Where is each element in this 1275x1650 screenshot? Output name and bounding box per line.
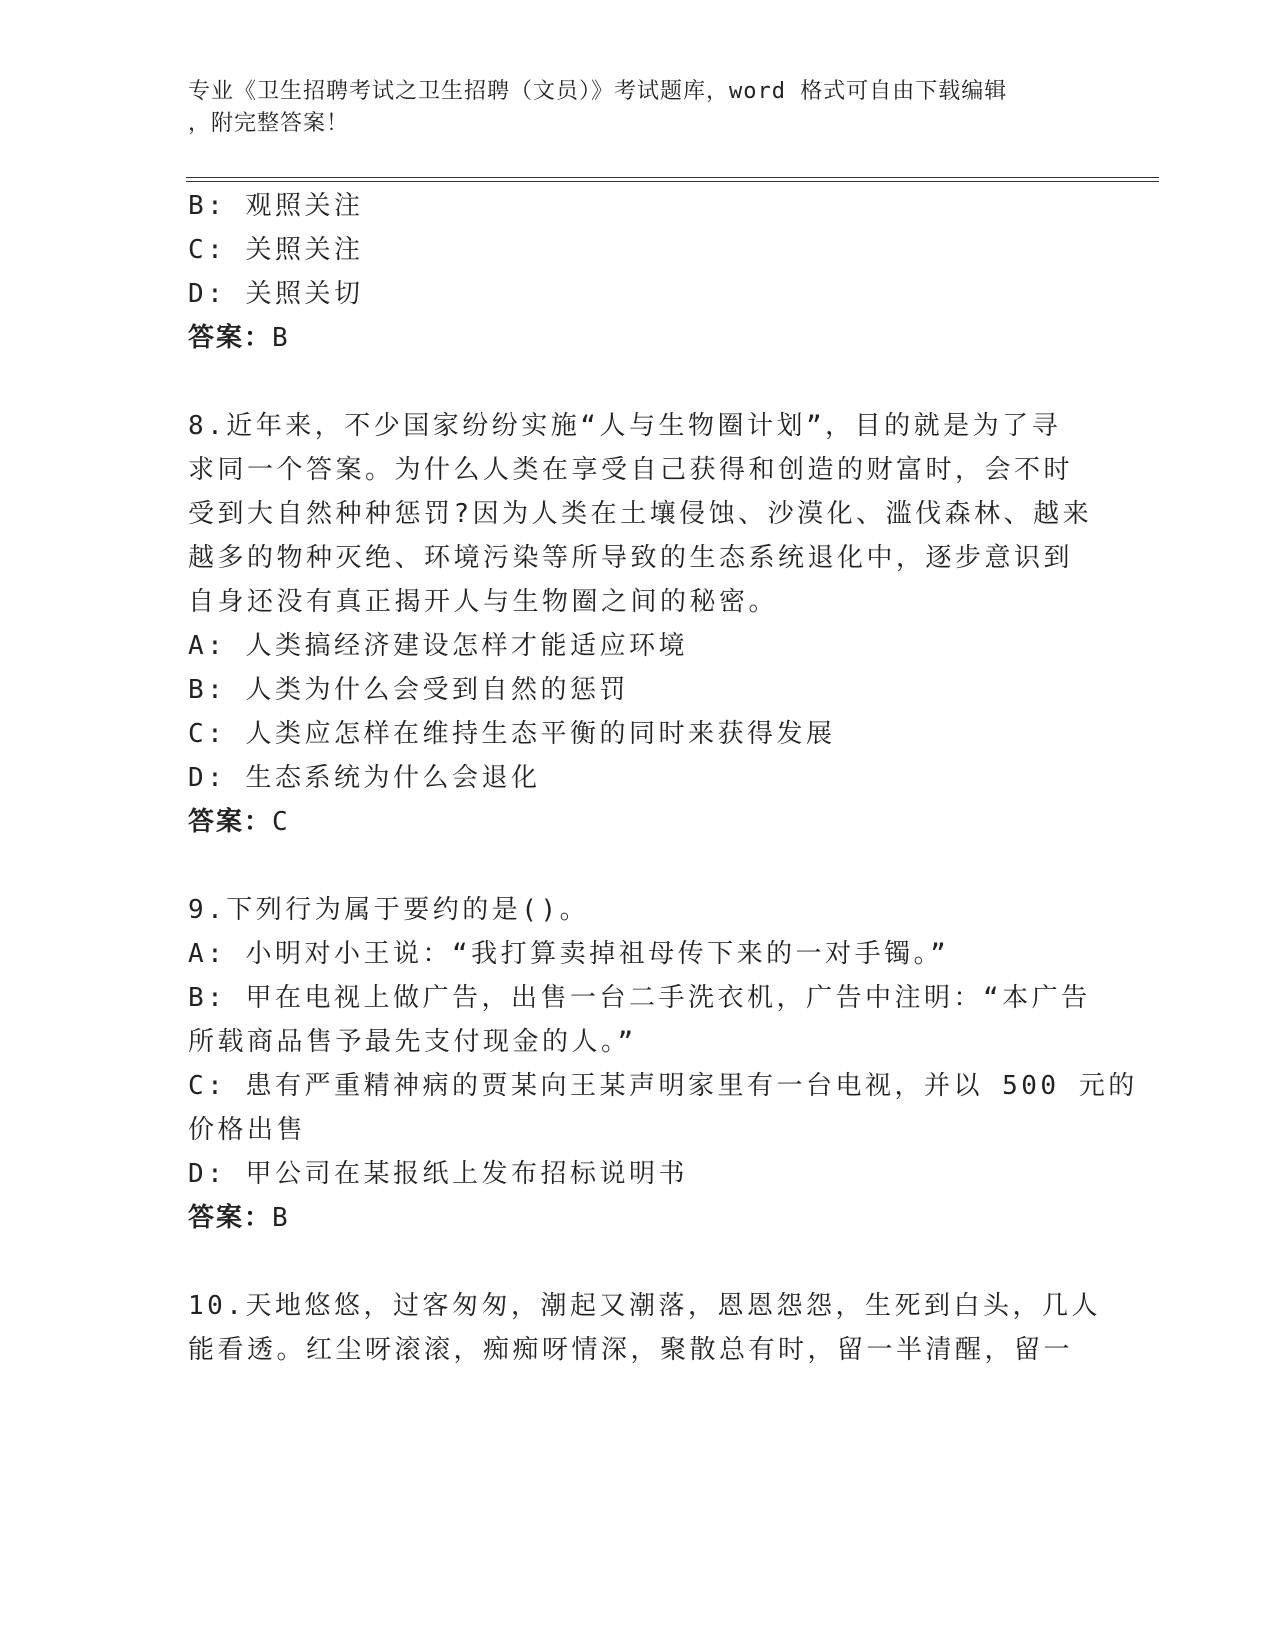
q10-stem-line-1: 10.天地悠悠，过客匆匆，潮起又潮落，恩恩怨怨，生死到白头，几人 xyxy=(188,1291,1101,1321)
header-divider-bottom xyxy=(186,181,1159,182)
q8-answer xyxy=(188,807,290,837)
document-header xyxy=(188,76,1088,140)
q10-stem-line-2: 能看透。红尘呀滚滚，痴痴呀情深，聚散总有时，留一半清醒，留一 xyxy=(188,1335,1074,1365)
q7-option-b: B: 观照关注 xyxy=(188,191,364,221)
q8-stem-line-3: 受到大自然种种惩罚?因为人类在土壤侵蚀、沙漠化、滥伐森林、越来 xyxy=(188,499,1093,529)
header-line-1: 专业《卫生招聘考试之卫生招聘（文员）》考试题库，word 格式可自由下载编辑 xyxy=(188,79,1008,104)
q9-answer xyxy=(188,1203,290,1233)
q8-option-b: B: 人类为什么会受到自然的惩罚 xyxy=(188,675,629,705)
header-line-2: ，附完整答案！ xyxy=(188,111,350,136)
answer-value: C xyxy=(272,807,290,837)
q7-answer xyxy=(188,323,290,353)
q8-stem-line-4: 越多的物种灭绝、环境污染等所导致的生态系统退化中，逐步意识到 xyxy=(188,543,1074,573)
q8-stem-line-5: 自身还没有真正揭开人与生物圈之间的秘密。 xyxy=(188,587,779,617)
q9-option-b: B: 甲在电视上做广告，出售一台二手洗衣机，广告中注明：“本广告 xyxy=(188,983,1091,1013)
q8-stem-line-1: 8.近年来，不少国家纷纷实施“人与生物圈计划”，目的就是为了寻 xyxy=(188,411,1062,441)
q8-option-c: C: 人类应怎样在维持生态平衡的同时来获得发展 xyxy=(188,719,836,749)
answer-label: 答案： xyxy=(188,323,273,353)
answer-label: 答案： xyxy=(188,807,273,837)
answer-value: B xyxy=(272,1203,290,1233)
q9-option-b-continued: 所载商品售予最先支付现金的人。” xyxy=(188,1027,637,1057)
header-divider-top xyxy=(186,177,1159,178)
q9-option-d: D: 甲公司在某报纸上发布招标说明书 xyxy=(188,1159,688,1189)
q7-option-d: D: 关照关切 xyxy=(188,279,364,309)
q9-option-c: C: 患有严重精神病的贾某向王某声明家里有一台电视，并以 500 元的 xyxy=(188,1071,1138,1101)
answer-label: 答案： xyxy=(188,1203,273,1233)
q8-stem-line-2: 求同一个答案。为什么人类在享受自己获得和创造的财富时，会不时 xyxy=(188,455,1074,485)
q7-option-c: C: 关照关注 xyxy=(188,235,364,265)
q9-option-c-continued: 价格出售 xyxy=(188,1115,307,1145)
q8-option-a: A: 人类搞经济建设怎样才能适应环境 xyxy=(188,631,688,661)
q9-option-a: A: 小明对小王说：“我打算卖掉祖母传下来的一对手镯。” xyxy=(188,939,950,969)
q8-option-d: D: 生态系统为什么会退化 xyxy=(188,763,541,793)
q9-stem: 9.下列行为属于要约的是()。 xyxy=(188,895,590,925)
answer-value: B xyxy=(272,323,290,353)
